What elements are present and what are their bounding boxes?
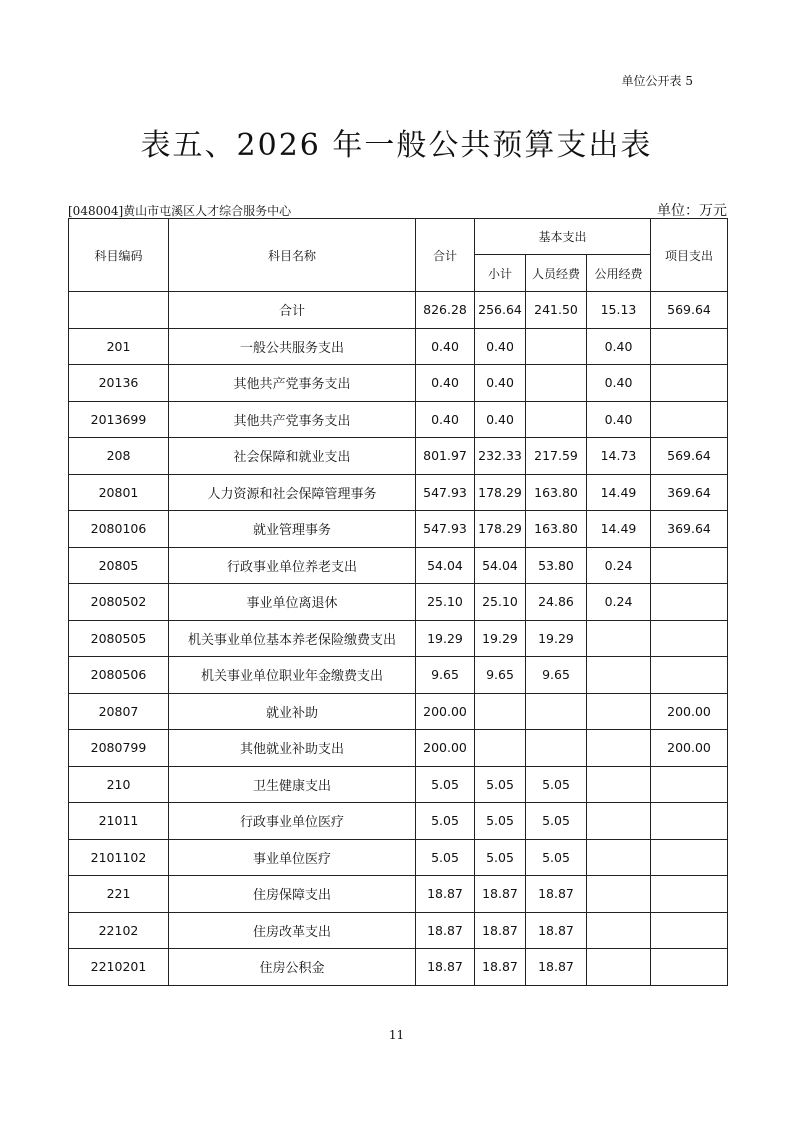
cell-total: 18.87 [416, 876, 475, 913]
cell-personnel [526, 365, 587, 402]
cell-name: 一般公共服务支出 [169, 328, 416, 365]
cell-name: 住房保障支出 [169, 876, 416, 913]
cell-project: 569.64 [651, 438, 728, 475]
cell-personnel: 217.59 [526, 438, 587, 475]
page-title: 表五、2026 年一般公共预算支出表 [140, 128, 653, 163]
cell-public [587, 912, 651, 949]
table-row [69, 474, 728, 511]
cell-name: 合计 [169, 292, 416, 329]
table-row [69, 438, 728, 475]
cell-personnel [526, 328, 587, 365]
cell-public [587, 949, 651, 986]
cell-personnel: 18.87 [526, 876, 587, 913]
cell-subtotal: 256.64 [475, 292, 526, 329]
cell-name: 行政事业单位养老支出 [169, 547, 416, 584]
header-public: 公用经费 [587, 255, 651, 292]
cell-public [587, 620, 651, 657]
cell-public: 0.40 [587, 328, 651, 365]
cell-public: 14.73 [587, 438, 651, 475]
cell-personnel: 18.87 [526, 912, 587, 949]
table-row [69, 620, 728, 657]
table-row [69, 365, 728, 402]
cell-personnel: 163.80 [526, 474, 587, 511]
header-subtotal: 小计 [475, 255, 526, 292]
cell-subtotal: 19.29 [475, 620, 526, 657]
table-meta-row [68, 200, 727, 218]
cell-personnel: 241.50 [526, 292, 587, 329]
cell-personnel: 19.29 [526, 620, 587, 657]
cell-total: 547.93 [416, 474, 475, 511]
cell-public: 14.49 [587, 474, 651, 511]
cell-code: 2080506 [69, 657, 169, 694]
table-row [69, 839, 728, 876]
unit-label: 单位：万元 [657, 203, 727, 219]
header-code: 科目编码 [69, 219, 169, 292]
cell-project [651, 328, 728, 365]
cell-subtotal [475, 730, 526, 767]
cell-total: 0.40 [416, 365, 475, 402]
cell-code: 210 [69, 766, 169, 803]
cell-public: 0.40 [587, 401, 651, 438]
cell-total: 18.87 [416, 912, 475, 949]
cell-project [651, 839, 728, 876]
cell-total: 0.40 [416, 401, 475, 438]
cell-subtotal: 5.05 [475, 839, 526, 876]
cell-project: 200.00 [651, 693, 728, 730]
cell-subtotal: 18.87 [475, 912, 526, 949]
cell-public [587, 876, 651, 913]
table-row [69, 803, 728, 840]
cell-total: 547.93 [416, 511, 475, 548]
page-number: 11 [388, 1028, 405, 1042]
cell-subtotal: 18.87 [475, 876, 526, 913]
cell-project [651, 803, 728, 840]
organization-name: [048004]黄山市屯溪区人才综合服务中心 [68, 204, 292, 218]
cell-project [651, 657, 728, 694]
cell-public: 0.24 [587, 547, 651, 584]
cell-code: 2101102 [69, 839, 169, 876]
cell-total: 5.05 [416, 803, 475, 840]
cell-code: 201 [69, 328, 169, 365]
cell-total: 0.40 [416, 328, 475, 365]
cell-personnel: 5.05 [526, 766, 587, 803]
cell-public: 0.40 [587, 365, 651, 402]
cell-code: 20807 [69, 693, 169, 730]
header-basic: 基本支出 [475, 219, 651, 255]
cell-project [651, 620, 728, 657]
cell-public [587, 839, 651, 876]
cell-code: 2080505 [69, 620, 169, 657]
cell-public [587, 803, 651, 840]
cell-name: 卫生健康支出 [169, 766, 416, 803]
cell-name: 人力资源和社会保障管理事务 [169, 474, 416, 511]
table-row [69, 949, 728, 986]
cell-name: 住房公积金 [169, 949, 416, 986]
cell-personnel [526, 693, 587, 730]
budget-table [68, 218, 728, 986]
cell-personnel: 53.80 [526, 547, 587, 584]
cell-public [587, 693, 651, 730]
cell-name: 事业单位医疗 [169, 839, 416, 876]
cell-total: 9.65 [416, 657, 475, 694]
cell-name: 事业单位离退休 [169, 584, 416, 621]
cell-personnel [526, 730, 587, 767]
cell-personnel: 5.05 [526, 803, 587, 840]
cell-total: 200.00 [416, 730, 475, 767]
cell-total: 5.05 [416, 839, 475, 876]
cell-project: 369.64 [651, 474, 728, 511]
cell-project: 200.00 [651, 730, 728, 767]
cell-public: 15.13 [587, 292, 651, 329]
table-row [69, 693, 728, 730]
cell-public [587, 730, 651, 767]
cell-name: 就业管理事务 [169, 511, 416, 548]
table-row [69, 912, 728, 949]
cell-code: 221 [69, 876, 169, 913]
cell-name: 其他就业补助支出 [169, 730, 416, 767]
cell-total: 826.28 [416, 292, 475, 329]
cell-code: 2080799 [69, 730, 169, 767]
cell-name: 机关事业单位基本养老保险缴费支出 [169, 620, 416, 657]
cell-subtotal: 9.65 [475, 657, 526, 694]
cell-code: 22102 [69, 912, 169, 949]
cell-name: 其他共产党事务支出 [169, 401, 416, 438]
cell-project [651, 766, 728, 803]
cell-code: 208 [69, 438, 169, 475]
cell-project [651, 365, 728, 402]
cell-total: 200.00 [416, 693, 475, 730]
cell-subtotal: 25.10 [475, 584, 526, 621]
cell-personnel [526, 401, 587, 438]
cell-code: 20801 [69, 474, 169, 511]
cell-project [651, 876, 728, 913]
cell-personnel: 9.65 [526, 657, 587, 694]
table-row [69, 657, 728, 694]
cell-subtotal: 0.40 [475, 328, 526, 365]
cell-name: 其他共产党事务支出 [169, 365, 416, 402]
table-row [69, 766, 728, 803]
table-row [69, 328, 728, 365]
cell-public: 14.49 [587, 511, 651, 548]
cell-total: 25.10 [416, 584, 475, 621]
cell-subtotal [475, 693, 526, 730]
cell-name: 行政事业单位医疗 [169, 803, 416, 840]
cell-name: 机关事业单位职业年金缴费支出 [169, 657, 416, 694]
cell-subtotal: 5.05 [475, 803, 526, 840]
cell-name: 社会保障和就业支出 [169, 438, 416, 475]
cell-code: 21011 [69, 803, 169, 840]
cell-personnel: 18.87 [526, 949, 587, 986]
cell-total: 5.05 [416, 766, 475, 803]
cell-code [69, 292, 169, 329]
cell-public [587, 766, 651, 803]
cell-project [651, 547, 728, 584]
cell-subtotal: 0.40 [475, 401, 526, 438]
cell-code: 2210201 [69, 949, 169, 986]
table-row [69, 730, 728, 767]
header-project: 项目支出 [651, 219, 728, 292]
cell-personnel: 5.05 [526, 839, 587, 876]
table-row [69, 401, 728, 438]
cell-subtotal: 18.87 [475, 949, 526, 986]
cell-total: 801.97 [416, 438, 475, 475]
cell-personnel: 24.86 [526, 584, 587, 621]
header-total: 合计 [416, 219, 475, 292]
cell-total: 54.04 [416, 547, 475, 584]
cell-code: 2013699 [69, 401, 169, 438]
table-row [69, 547, 728, 584]
cell-personnel: 163.80 [526, 511, 587, 548]
cell-subtotal: 178.29 [475, 474, 526, 511]
table-number-tag: 单位公开表 5 [621, 74, 693, 88]
table-row [69, 584, 728, 621]
cell-code: 2080502 [69, 584, 169, 621]
cell-subtotal: 232.33 [475, 438, 526, 475]
table-row [69, 511, 728, 548]
cell-subtotal: 5.05 [475, 766, 526, 803]
table-row [69, 292, 728, 329]
cell-total: 19.29 [416, 620, 475, 657]
cell-project [651, 584, 728, 621]
cell-project: 569.64 [651, 292, 728, 329]
cell-total: 18.87 [416, 949, 475, 986]
cell-public: 0.24 [587, 584, 651, 621]
cell-public [587, 657, 651, 694]
cell-code: 2080106 [69, 511, 169, 548]
cell-subtotal: 0.40 [475, 365, 526, 402]
cell-name: 就业补助 [169, 693, 416, 730]
header-name: 科目名称 [169, 219, 416, 292]
table-row [69, 876, 728, 913]
cell-project: 369.64 [651, 511, 728, 548]
cell-subtotal: 54.04 [475, 547, 526, 584]
cell-code: 20136 [69, 365, 169, 402]
cell-subtotal: 178.29 [475, 511, 526, 548]
cell-code: 20805 [69, 547, 169, 584]
table-body [69, 292, 728, 986]
header-personnel: 人员经费 [526, 255, 587, 292]
cell-project [651, 912, 728, 949]
cell-project [651, 949, 728, 986]
cell-name: 住房改革支出 [169, 912, 416, 949]
cell-project [651, 401, 728, 438]
